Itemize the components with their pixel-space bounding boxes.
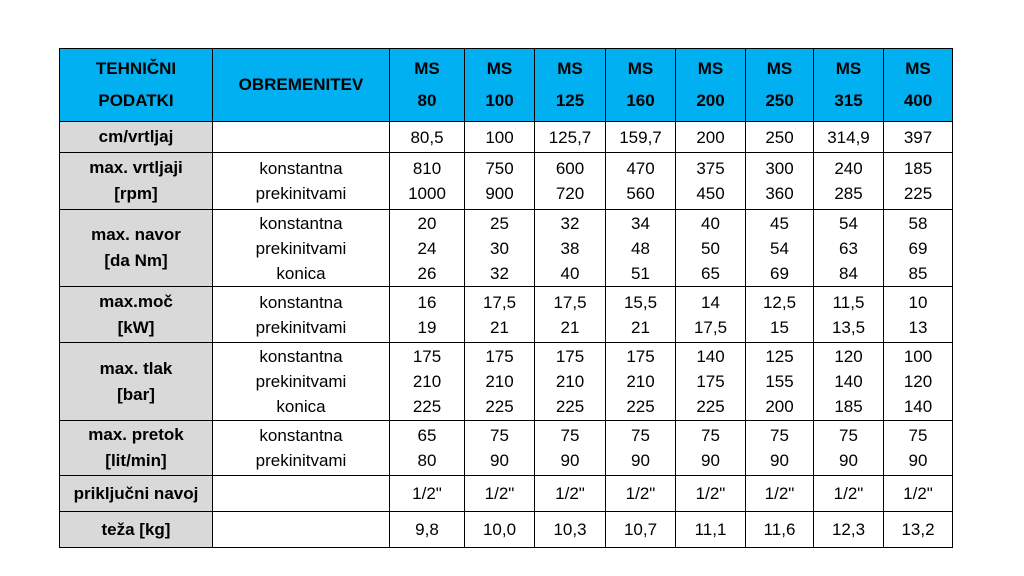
value-cell [535, 512, 606, 548]
value: 360 [765, 184, 794, 203]
value-cell [465, 476, 535, 512]
value-cell [465, 421, 535, 476]
value-cell [390, 421, 465, 476]
value: 285 [834, 184, 863, 203]
value-cell [814, 421, 884, 476]
header-row [60, 49, 953, 122]
value: 34 [631, 213, 650, 233]
load-type-cell [213, 476, 390, 512]
value: 140 [696, 347, 725, 366]
value-cell [606, 343, 676, 421]
value: 17,5 [693, 317, 728, 337]
parameter-label-line: [lit/min] [105, 451, 167, 470]
technical-data-table [59, 48, 953, 548]
load-type: konstantna [259, 426, 343, 445]
value: 14 [701, 292, 720, 312]
load-type-cell [213, 153, 390, 210]
value: 397 [903, 127, 933, 147]
value: 200 [696, 127, 725, 147]
value: 1/2" [484, 484, 515, 503]
value: 11,6 [763, 520, 796, 539]
value: 120 [903, 372, 933, 391]
header-technical-data [60, 49, 213, 122]
value: 100 [903, 347, 933, 366]
value: 720 [555, 184, 585, 203]
value-cell [390, 210, 465, 287]
parameter-label-line: max. tlak [99, 358, 173, 378]
value: 225 [485, 397, 514, 416]
value-cell [814, 287, 884, 343]
value: 75 [770, 426, 789, 445]
value-cell [606, 476, 676, 512]
value-cell [465, 512, 535, 548]
value: 48 [631, 238, 650, 258]
value-cell [390, 122, 465, 153]
value: 175 [412, 347, 442, 366]
value: 75 [908, 426, 928, 445]
model-prefix: MS [835, 59, 862, 78]
value: 600 [555, 159, 585, 178]
model-size: 80 [417, 91, 437, 110]
value: 250 [765, 127, 794, 147]
parameter-label [60, 343, 213, 421]
header-model [884, 49, 953, 122]
value-cell [465, 153, 535, 210]
load-type: konica [276, 397, 326, 416]
value: 85 [908, 263, 928, 283]
value: 84 [839, 263, 858, 283]
value: 10,7 [623, 520, 658, 539]
value-cell [676, 153, 746, 210]
value: 75 [839, 426, 858, 445]
value: 300 [765, 159, 794, 178]
model-size: 100 [485, 91, 514, 110]
model-prefix: MS [697, 59, 724, 78]
value: 51 [631, 263, 650, 283]
value-cell [535, 421, 606, 476]
value-cell [884, 210, 953, 287]
model-prefix: MS [414, 59, 440, 78]
model-prefix: MS [627, 59, 654, 78]
model-size: 400 [903, 91, 933, 110]
header-model [535, 49, 606, 122]
value: 175 [485, 347, 514, 366]
parameter-label [60, 153, 213, 210]
value-cell [676, 512, 746, 548]
value-cell [814, 343, 884, 421]
load-type: prekinitvami [255, 317, 347, 337]
value: 90 [560, 451, 580, 470]
value-cell [676, 421, 746, 476]
model-size: 315 [834, 91, 863, 110]
value: 1000 [408, 184, 446, 203]
value: 90 [770, 451, 789, 470]
value-cell [390, 287, 465, 343]
parameter-label [60, 421, 213, 476]
parameter-label [60, 512, 213, 548]
value-cell [746, 476, 814, 512]
load-type: prekinitvami [255, 451, 347, 470]
value: 38 [560, 238, 580, 258]
value-cell [676, 287, 746, 343]
value: 210 [485, 372, 514, 391]
value: 17,5 [553, 292, 587, 312]
load-type: konstantna [259, 213, 343, 233]
value: 45 [770, 213, 789, 233]
table-row [60, 287, 953, 343]
value-cell [884, 476, 953, 512]
value-cell [606, 287, 676, 343]
value-cell [746, 153, 814, 210]
parameter-label-line: max. vrtljaji [89, 158, 183, 177]
load-type-cell [213, 287, 390, 343]
value: 21 [560, 317, 580, 337]
value: 1/2" [555, 484, 585, 503]
value: 69 [770, 263, 789, 283]
value-cell [746, 512, 814, 548]
value-cell [884, 153, 953, 210]
value: 58 [908, 213, 928, 233]
value-cell [465, 343, 535, 421]
value: 159,7 [619, 127, 662, 147]
value: 125 [765, 347, 794, 366]
value: 125,7 [548, 127, 592, 147]
header-model [746, 49, 814, 122]
load-type: prekinitvami [255, 238, 347, 258]
parameter-label [60, 122, 213, 153]
value-cell [884, 421, 953, 476]
value: 21 [631, 317, 650, 337]
value-cell [535, 287, 606, 343]
value: 200 [765, 397, 794, 416]
load-type: prekinitvami [255, 184, 347, 203]
value: 15 [770, 317, 789, 337]
value: 210 [626, 372, 655, 391]
model-prefix: MS [486, 59, 513, 78]
value: 15,5 [623, 292, 658, 312]
load-type: konica [276, 263, 326, 283]
value: 90 [908, 451, 928, 470]
parameter-label [60, 287, 213, 343]
value-cell [676, 343, 746, 421]
value: 120 [834, 347, 863, 366]
parameter-label-line: [da Nm] [104, 251, 168, 270]
value-cell [390, 476, 465, 512]
value-cell [884, 343, 953, 421]
load-type: konstantna [259, 292, 343, 312]
value: 750 [485, 159, 514, 178]
value: 100 [485, 127, 514, 147]
value: 225 [626, 397, 655, 416]
value: 1/2" [903, 484, 933, 503]
value: 21 [490, 317, 509, 337]
value: 32 [560, 213, 580, 233]
model-size: 200 [696, 91, 725, 110]
value-cell [814, 210, 884, 287]
parameter-label [60, 210, 213, 287]
value: 90 [701, 451, 720, 470]
value-cell [814, 476, 884, 512]
table-row [60, 122, 953, 153]
value: 75 [631, 426, 650, 445]
parameter-label-line: max.moč [99, 291, 173, 311]
value-cell [606, 421, 676, 476]
load-type-cell [213, 122, 390, 153]
parameter-label-line: [bar] [117, 384, 155, 404]
value: 90 [490, 451, 509, 470]
value-cell [814, 512, 884, 548]
header-model [390, 49, 465, 122]
value: 560 [626, 184, 655, 203]
value: 13 [908, 317, 928, 337]
value: 225 [412, 397, 442, 416]
value: 50 [701, 238, 720, 258]
value-cell [390, 343, 465, 421]
value: 240 [834, 159, 863, 178]
value-cell [814, 153, 884, 210]
value-cell [606, 153, 676, 210]
value: 450 [696, 184, 725, 203]
value: 16 [417, 292, 437, 312]
value: 90 [839, 451, 858, 470]
value-cell [606, 512, 676, 548]
value: 11,1 [694, 520, 727, 539]
value: 210 [555, 372, 585, 391]
table-row [60, 476, 953, 512]
value: 80,5 [410, 127, 444, 147]
value: 26 [417, 263, 437, 283]
value: 175 [696, 372, 725, 391]
header-model [676, 49, 746, 122]
parameter-label [60, 476, 213, 512]
value-cell [606, 122, 676, 153]
value: 19 [417, 317, 437, 337]
header-model [606, 49, 676, 122]
parameter-label-line: [rpm] [114, 184, 158, 203]
value: 175 [555, 347, 585, 366]
value: 12,5 [762, 292, 797, 312]
value-cell [746, 210, 814, 287]
value-cell [746, 421, 814, 476]
parameter-label-line: [kW] [117, 317, 155, 337]
value: 32 [490, 263, 509, 283]
load-type-cell [213, 210, 390, 287]
value: 40 [701, 213, 720, 233]
header-technical-data-line: PODATKI [98, 91, 174, 110]
value: 225 [696, 397, 725, 416]
value-cell [465, 210, 535, 287]
value: 810 [412, 159, 442, 178]
value: 155 [765, 372, 794, 391]
value: 10 [908, 292, 928, 312]
table-row [60, 210, 953, 287]
value: 140 [834, 372, 863, 391]
parameter-label-line: cm/vrtljaj [98, 127, 174, 146]
value: 1/2" [764, 484, 795, 503]
value: 75 [490, 426, 509, 445]
value-cell [676, 476, 746, 512]
load-type-cell [213, 421, 390, 476]
value: 75 [560, 426, 580, 445]
value: 470 [626, 159, 655, 178]
value: 10,0 [482, 520, 517, 539]
header-model [814, 49, 884, 122]
value: 225 [903, 184, 933, 203]
model-size: 250 [765, 91, 794, 110]
value-cell [884, 122, 953, 153]
value: 210 [412, 372, 442, 391]
value-cell [535, 476, 606, 512]
value-cell [535, 153, 606, 210]
value-cell [465, 287, 535, 343]
table-row [60, 153, 953, 210]
value: 175 [626, 347, 655, 366]
value-cell [465, 122, 535, 153]
value-cell [746, 343, 814, 421]
value: 375 [696, 159, 725, 178]
value: 9,8 [415, 520, 439, 539]
model-prefix: MS [905, 59, 931, 78]
value: 54 [839, 213, 858, 233]
value: 185 [903, 159, 933, 178]
parameter-label-line: teža [kg] [101, 519, 171, 539]
parameter-label-line: max. pretok [88, 425, 184, 444]
load-type-cell [213, 512, 390, 548]
value: 1/2" [412, 484, 442, 503]
value: 90 [631, 451, 650, 470]
value: 185 [834, 397, 863, 416]
model-prefix: MS [766, 59, 793, 78]
value: 1/2" [695, 484, 726, 503]
value: 69 [908, 238, 928, 258]
table-row [60, 343, 953, 421]
value: 25 [490, 213, 509, 233]
load-type: konstantna [259, 159, 343, 178]
parameter-label-line: priključni navoj [73, 483, 199, 503]
value-cell [535, 210, 606, 287]
load-type: konstantna [259, 347, 343, 366]
value: 40 [560, 263, 580, 283]
value-cell [676, 122, 746, 153]
value: 65 [417, 426, 437, 445]
load-type: prekinitvami [255, 372, 347, 391]
parameter-label-line: max. navor [91, 225, 181, 244]
value: 314,9 [827, 127, 870, 147]
value: 11,5 [832, 292, 865, 312]
value-cell [746, 287, 814, 343]
value: 80 [417, 451, 437, 470]
value-cell [884, 287, 953, 343]
value: 65 [701, 263, 720, 283]
header-technical-data-line: TEHNIČNI [95, 59, 177, 78]
value: 63 [839, 238, 858, 258]
value: 900 [485, 184, 514, 203]
value: 30 [490, 238, 509, 258]
value: 24 [417, 238, 437, 258]
value: 12,3 [831, 520, 866, 539]
value: 54 [770, 238, 789, 258]
value-cell [390, 153, 465, 210]
value-cell [535, 343, 606, 421]
value: 10,3 [553, 520, 587, 539]
value: 1/2" [625, 484, 656, 503]
model-size: 160 [626, 91, 655, 110]
value: 13,5 [831, 317, 866, 337]
table-row [60, 421, 953, 476]
value: 17,5 [482, 292, 517, 312]
load-type-cell [213, 343, 390, 421]
value-cell [535, 122, 606, 153]
value-cell [814, 122, 884, 153]
value: 225 [555, 397, 585, 416]
value-cell [746, 122, 814, 153]
header-model [465, 49, 535, 122]
value-cell [390, 512, 465, 548]
value-cell [676, 210, 746, 287]
value: 140 [903, 397, 933, 416]
model-prefix: MS [557, 59, 583, 78]
value: 75 [701, 426, 720, 445]
value: 13,2 [901, 520, 935, 539]
value-cell [606, 210, 676, 287]
value: 20 [417, 213, 437, 233]
value: 1/2" [833, 484, 864, 503]
model-size: 125 [555, 91, 585, 110]
value-cell [884, 512, 953, 548]
table-row [60, 512, 953, 548]
header-load: OBREMENITEV [213, 49, 390, 122]
